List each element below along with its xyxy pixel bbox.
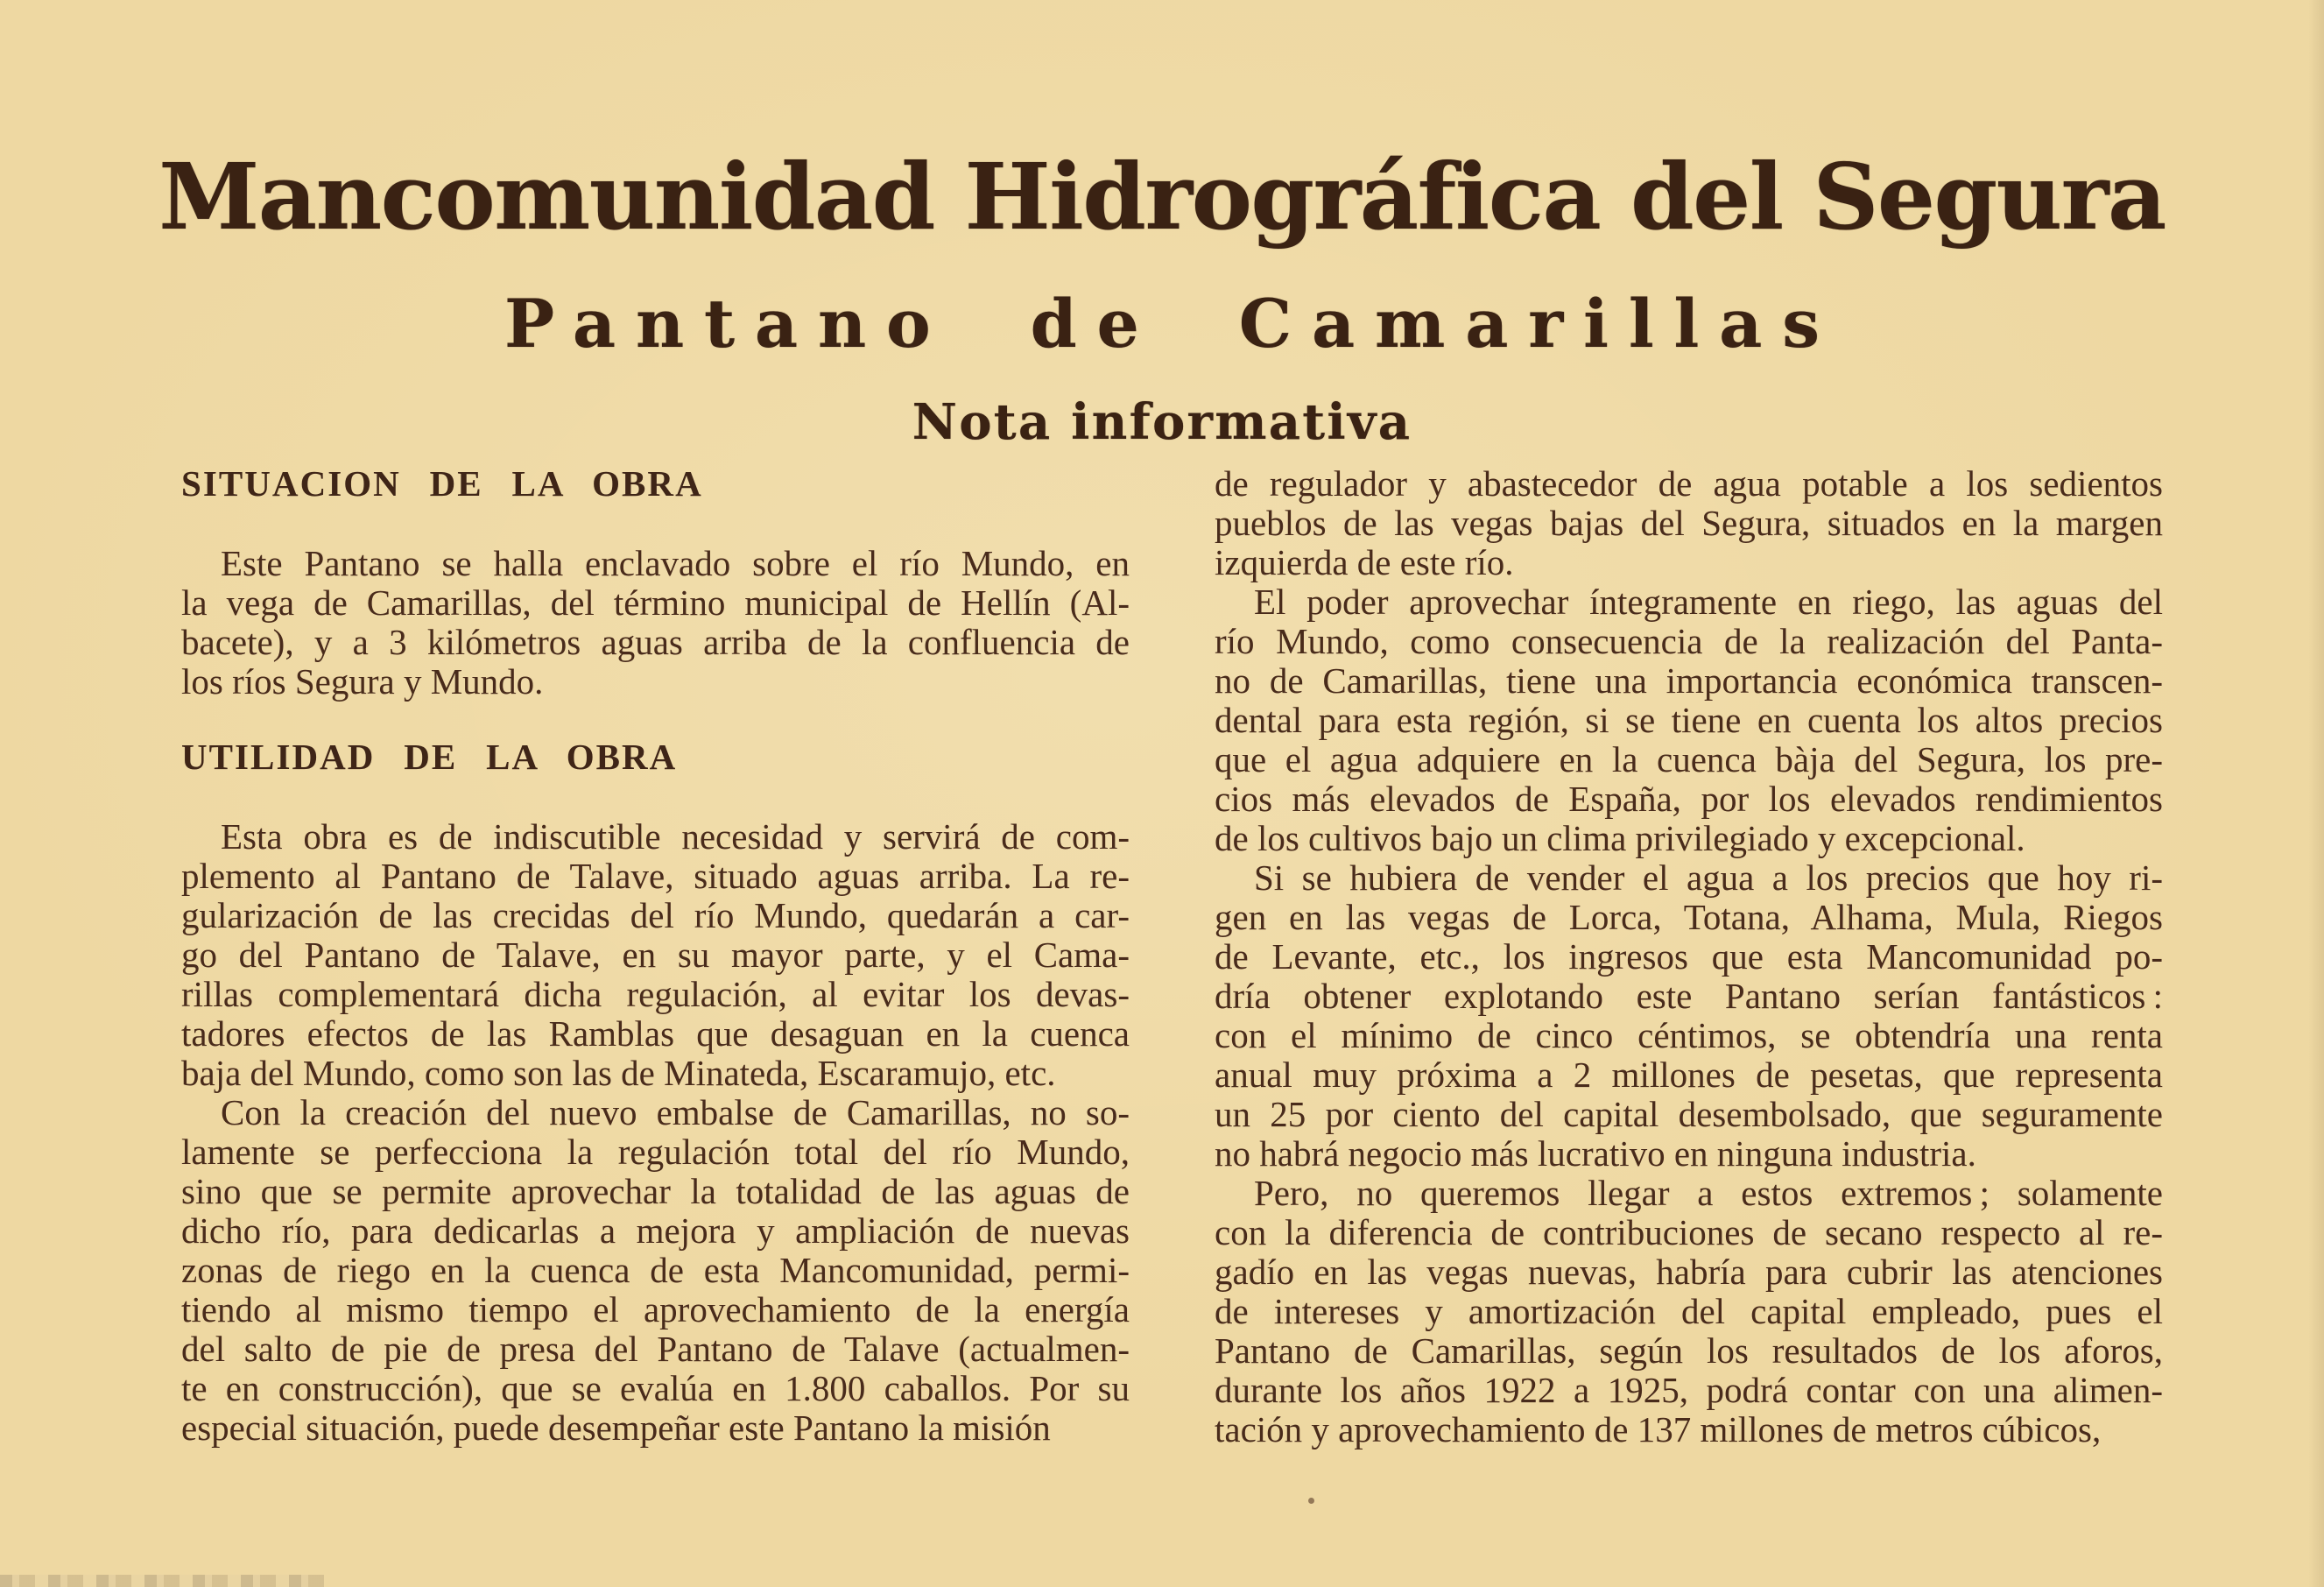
text-line: Esta obra es de indiscutible necesidad y servirá de com- [221,815,1130,857]
text-line: de regulador y abastecedor de agua potable a los sedientos [1215,462,2163,504]
text-line: un 25 por ciento del capital desembolsado, que seguramente [1215,1093,2163,1134]
paragraph [1215,464,2163,582]
text-line: con la diferencia de contribuciones de secano respecto al re- [1215,1211,2163,1252]
paragraph [1215,1174,2163,1449]
text-line: sino que se permite aprovechar la totalidad de las aguas de [181,1170,1130,1211]
text-line: los ríos Segura y Mundo. [181,660,544,702]
text-line: rillas complementará dicha regulación, al evitar los devas- [181,973,1130,1014]
text-line: no habrá negocio más lucrativo en ninguna industria. [1215,1132,1976,1174]
left-column [181,464,1130,1449]
text-line: baja del Mundo, como son las de Minateda, Escaramujo, etc. [181,1052,1056,1093]
text-line: Este Pantano se halla enclavado sobre el río Mundo, en [221,542,1130,583]
text-line: Si se hubiera de vender el agua a los precios que hoy ri- [1254,857,2163,898]
text-line: cios más elevados de España, por los elevados rendimientos [1215,778,2163,819]
right-column [1215,464,2163,1449]
document-header [0,0,2324,450]
two-column-body [0,464,2324,1449]
text-line: te en construcción), que se evalúa en 1.800 caballos. Por su [181,1367,1130,1408]
text-line: Con la creación del nuevo embalse de Camarillas, no so- [221,1091,1130,1132]
text-line: la vega de Camarillas, del término municipal de Hellín (Al- [181,582,1130,623]
text-line: Pantano de Camarillas, según los resultados de los aforos, [1215,1330,2163,1371]
title-sub: Pantano de Camarillas [504,285,1840,363]
text-line: tadores efectos de las Ramblas que desaguan en la cuenca [181,1012,1130,1054]
text-line: anual muy próxima a 2 millones de pesetas, que representa [1215,1054,2163,1095]
text-line: gen en las vegas de Lorca, Totana, Alhama, Mula, Riegos [1215,896,2163,937]
paragraph [181,1093,1130,1448]
page-edge-shading [2308,0,2324,1587]
ink-speck [1308,1498,1314,1504]
text-line: plemento al Pantano de Talave, situado aguas arriba. La re- [181,855,1130,896]
text-line: tiendo al mismo tiempo el aprovechamiento de la energía [181,1288,1130,1330]
text-line: go del Pantano de Talave, en su mayor parte, y el Cama- [181,934,1130,975]
paragraph [181,544,1130,702]
text-line: durante los años 1922 a 1925, podrá contar con una alimen- [1215,1369,2163,1410]
text-line: del salto de pie de presa del Pantano de Talave (actualmen- [181,1328,1130,1369]
section-heading-utilidad: UTILIDAD DE LA OBRA [181,736,678,777]
text-line: no de Camarillas, tiene una importancia económica transcen- [1215,659,2163,701]
text-line: pueblos de las vegas bajas del Segura, situados en la margen [1215,502,2163,543]
text-line: gularización de las crecidas del río Mundo, quedarán a car- [181,894,1130,935]
text-line: izquierda de este río. [1215,541,1514,582]
paragraph [1215,858,2163,1174]
text-line: dría obtener explotando este Pantano serían fantásticos : [1215,975,2163,1016]
text-line: de intereses y amortización del capital empleado, pues el [1215,1290,2163,1331]
section-heading-situacion: SITUACION DE LA OBRA [181,462,703,504]
text-line: dicho río, para dedicarlas a mejora y ampliación de nuevas [181,1210,1130,1251]
text-line: que el agua adquiere en la cuenca bàja del Segura, los pre- [1215,738,2163,779]
note-heading: Nota informativa [912,392,1412,451]
paragraph [181,817,1130,1093]
text-line: tación y aprovechamiento de 137 millones de metros cúbicos, [1215,1408,2102,1449]
text-line: El poder aprovechar íntegramente en riego, las aguas del [1254,581,2163,622]
text-line: Pero, no queremos llegar a estos extremos ; solamente [1254,1172,2163,1213]
text-line: de Levante, etc., los ingresos que esta Mancomunidad po- [1215,935,2163,977]
text-line: dental para esta región, si se tiene en cuenta los altos precios [1215,699,2163,740]
text-line: especial situación, puede desempeñar este Pantano la misión [181,1407,1051,1448]
scan-edge-artifact [0,1575,324,1587]
text-line: con el mínimo de cinco céntimos, se obtendría una renta [1215,1014,2163,1055]
text-line: gadío en las vegas nuevas, habría para cubrir las atenciones [1215,1251,2163,1292]
text-line: bacete), y a 3 kilómetros aguas arriba de la confluencia de [181,621,1130,662]
text-line: lamente se perfecciona la regulación total del río Mundo, [181,1131,1130,1172]
title-main: Mancomunidad Hidrográfica del Segura [158,143,2166,250]
paragraph [1215,582,2163,858]
text-line: río Mundo, como consecuencia de la realización del Panta- [1215,620,2163,661]
text-line: de los cultivos bajo un clima privilegiado y excepcional. [1215,817,2025,858]
text-line: zonas de riego en la cuenca de esta Mancomunidad, permi- [181,1249,1130,1290]
